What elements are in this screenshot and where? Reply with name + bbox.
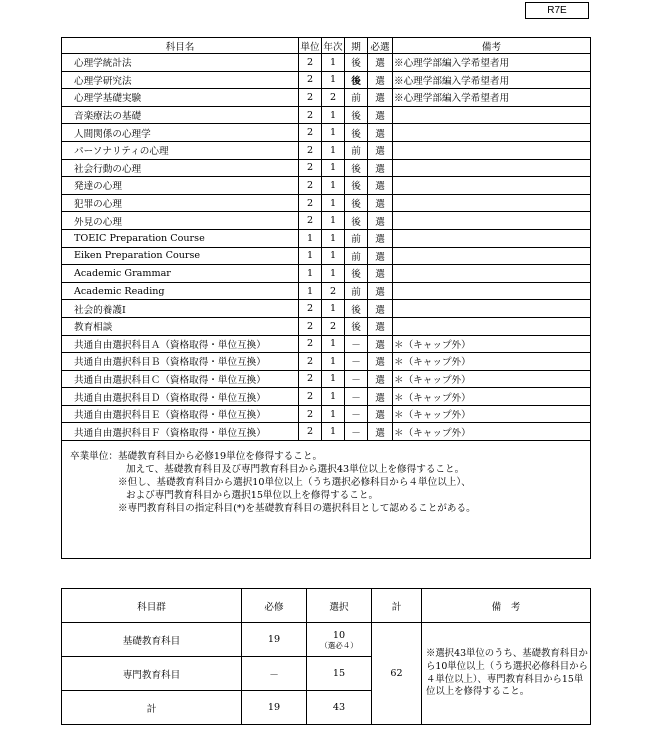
course-name: 犯罪の心理 [62, 194, 299, 212]
course-name: 共通自由選択科目Ｆ（資格取得・単位互換） [62, 423, 299, 441]
note-line: 卒業単位：基礎教育科目から必修19単位を修得すること。 [70, 451, 323, 463]
course-term: － [345, 335, 368, 353]
course-name: 心理学統計法 [62, 54, 299, 72]
course-row [62, 335, 591, 353]
course-row [62, 141, 591, 159]
course-term: 前 [345, 282, 368, 300]
course-year: 1 [322, 353, 345, 371]
course-term: － [345, 370, 368, 388]
summary-header-remarks: 備 考 [422, 589, 591, 623]
course-row [62, 159, 591, 177]
course-row [62, 54, 591, 72]
course-term: 後 [345, 317, 368, 335]
course-name: Eiken Preparation Course [62, 247, 299, 265]
course-row [62, 212, 591, 230]
summary-remark: ※選択43単位のうち、基礎教育科目から10単位以上（うち選択必修科目から４単位以上）、専門教育科目から15単位以上を修得すること。 [422, 623, 591, 725]
course-units: 2 [299, 141, 322, 159]
course-remark [393, 141, 591, 159]
header-term: 期 [345, 38, 368, 54]
course-row [62, 353, 591, 371]
course-year: 1 [322, 423, 345, 441]
course-name: 共通自由選択科目Ｂ（資格取得・単位互換） [62, 353, 299, 371]
course-term: 後 [345, 177, 368, 195]
graduation-notes [62, 441, 591, 559]
course-name: 人間関係の心理学 [62, 124, 299, 142]
course-required-elective: 選 [368, 106, 393, 124]
course-required-elective: 選 [368, 54, 393, 72]
course-units: 2 [299, 388, 322, 406]
course-row [62, 194, 591, 212]
course-remark [393, 317, 591, 335]
credit-summary-table [61, 588, 591, 725]
note-line: 加えて、基礎教育科目及び専門教育科目から選択43単位以上を修得すること。 [126, 464, 465, 476]
course-remark: ＊（キャップ外） [393, 405, 591, 423]
header-required-elective: 必選 [368, 38, 393, 54]
course-units: 1 [299, 247, 322, 265]
course-remark: ＊（キャップ外） [393, 353, 591, 371]
course-row [62, 89, 591, 107]
course-row [62, 282, 591, 300]
course-required-elective: 選 [368, 212, 393, 230]
course-year: 1 [322, 194, 345, 212]
course-required-elective: 選 [368, 388, 393, 406]
course-required-elective: 選 [368, 300, 393, 318]
course-units: 2 [299, 177, 322, 195]
course-units: 2 [299, 300, 322, 318]
course-required-elective: 選 [368, 124, 393, 142]
course-year: 1 [322, 159, 345, 177]
course-required-elective: 選 [368, 194, 393, 212]
course-remark: ※心理学部編入学希望者用 [393, 71, 591, 89]
course-term: － [345, 388, 368, 406]
course-term: 後 [345, 159, 368, 177]
course-remark: ※心理学部編入学希望者用 [393, 54, 591, 72]
note-line: および専門教育科目から選択15単位以上を修得すること。 [126, 490, 379, 502]
course-table [61, 37, 591, 559]
course-row [62, 106, 591, 124]
course-remark [393, 212, 591, 230]
summary-elective [307, 623, 372, 657]
summary-header [62, 589, 591, 623]
summary-header-total: 計 [372, 589, 422, 623]
course-row [62, 247, 591, 265]
course-term: 後 [345, 54, 368, 72]
course-units: 2 [299, 423, 322, 441]
course-name: 心理学基礎実験 [62, 89, 299, 107]
summary-required: － [242, 657, 307, 691]
note-line: ※但し、基礎教育科目から選択10単位以上（うち選択必修科目から４単位以上）、 [118, 477, 471, 489]
course-year: 1 [322, 265, 345, 283]
course-row [62, 405, 591, 423]
course-remark: ＊（キャップ外） [393, 388, 591, 406]
graduation-notes-row [62, 441, 591, 559]
course-remark: ＊（キャップ外） [393, 423, 591, 441]
course-required-elective: 選 [368, 159, 393, 177]
course-units: 2 [299, 317, 322, 335]
course-term: 後 [345, 71, 368, 89]
course-units: 2 [299, 89, 322, 107]
course-required-elective: 選 [368, 247, 393, 265]
course-year: 1 [322, 247, 345, 265]
course-row [62, 300, 591, 318]
course-units: 2 [299, 405, 322, 423]
course-year: 1 [322, 370, 345, 388]
course-required-elective: 選 [368, 335, 393, 353]
course-term: 後 [345, 212, 368, 230]
course-row [62, 423, 591, 441]
course-term: 前 [345, 247, 368, 265]
course-year: 1 [322, 300, 345, 318]
course-name: 社会行動の心理 [62, 159, 299, 177]
course-term: 後 [345, 124, 368, 142]
course-required-elective: 選 [368, 141, 393, 159]
course-term: 前 [345, 141, 368, 159]
course-row [62, 124, 591, 142]
course-term: 前 [345, 89, 368, 107]
document-code: R7E [525, 2, 589, 19]
course-row [62, 317, 591, 335]
course-required-elective: 選 [368, 353, 393, 371]
course-required-elective: 選 [368, 265, 393, 283]
course-units: 2 [299, 212, 322, 230]
course-year: 2 [322, 317, 345, 335]
summary-group: 計 [62, 691, 242, 725]
course-units: 2 [299, 194, 322, 212]
course-remark [393, 229, 591, 247]
summary-required: 19 [242, 623, 307, 657]
course-year: 1 [322, 229, 345, 247]
course-units: 2 [299, 159, 322, 177]
course-name: 共通自由選択科目Ｃ（資格取得・単位互換） [62, 370, 299, 388]
course-year: 1 [322, 71, 345, 89]
course-name: 音楽療法の基礎 [62, 106, 299, 124]
course-units: 2 [299, 54, 322, 72]
course-units: 2 [299, 353, 322, 371]
course-year: 1 [322, 177, 345, 195]
summary-required: 19 [242, 691, 307, 725]
course-year: 2 [322, 89, 345, 107]
course-year: 1 [322, 405, 345, 423]
header-units: 単位 [299, 38, 322, 54]
course-year: 1 [322, 141, 345, 159]
course-units: 2 [299, 370, 322, 388]
course-remark [393, 265, 591, 283]
course-year: 1 [322, 388, 345, 406]
summary-group: 専門教育科目 [62, 657, 242, 691]
course-name: 共通自由選択科目Ｅ（資格取得・単位互換） [62, 405, 299, 423]
course-term: 後 [345, 106, 368, 124]
course-required-elective: 選 [368, 282, 393, 300]
course-remark [393, 247, 591, 265]
course-remark [393, 300, 591, 318]
course-remark [393, 159, 591, 177]
summary-row-basic [62, 623, 591, 657]
course-required-elective: 選 [368, 71, 393, 89]
course-year: 1 [322, 106, 345, 124]
summary-grand-total: 62 [372, 623, 422, 725]
course-name: 社会的養護Ⅰ [62, 300, 299, 318]
course-required-elective: 選 [368, 405, 393, 423]
course-term: 後 [345, 194, 368, 212]
note-line: ※専門教育科目の指定科目(*)を基礎教育科目の選択科目として認めることがある。 [118, 503, 476, 515]
summary-header-elective: 選択 [307, 589, 372, 623]
course-units: 1 [299, 265, 322, 283]
summary-elective: 15 [307, 657, 372, 691]
course-term: － [345, 423, 368, 441]
course-row [62, 370, 591, 388]
summary-elective-sub: （選必４） [320, 640, 358, 650]
course-table-header [62, 38, 591, 54]
course-remark: ＊（キャップ外） [393, 370, 591, 388]
course-required-elective: 選 [368, 317, 393, 335]
course-remark [393, 124, 591, 142]
course-term: － [345, 405, 368, 423]
course-remark: ＊（キャップ外） [393, 335, 591, 353]
course-row [62, 265, 591, 283]
course-row [62, 388, 591, 406]
course-term: 後 [345, 265, 368, 283]
course-term: 後 [345, 300, 368, 318]
course-name: パーソナリティの心理 [62, 141, 299, 159]
course-row [62, 177, 591, 195]
header-year: 年次 [322, 38, 345, 54]
course-name: 教育相談 [62, 317, 299, 335]
course-remark: ※心理学部編入学希望者用 [393, 89, 591, 107]
course-units: 2 [299, 106, 322, 124]
summary-group: 基礎教育科目 [62, 623, 242, 657]
course-units: 2 [299, 335, 322, 353]
course-units: 1 [299, 282, 322, 300]
course-required-elective: 選 [368, 370, 393, 388]
course-remark [393, 194, 591, 212]
course-name: Academic Reading [62, 282, 299, 300]
course-name: 心理学研究法 [62, 71, 299, 89]
course-name: TOEIC Preparation Course [62, 229, 299, 247]
summary-header-group: 科目群 [62, 589, 242, 623]
course-year: 1 [322, 54, 345, 72]
course-name: 共通自由選択科目Ａ（資格取得・単位互換） [62, 335, 299, 353]
course-name: 共通自由選択科目Ｄ（資格取得・単位互換） [62, 388, 299, 406]
course-required-elective: 選 [368, 89, 393, 107]
course-required-elective: 選 [368, 229, 393, 247]
course-units: 2 [299, 124, 322, 142]
summary-elective-value: 10 [332, 629, 346, 641]
course-year: 1 [322, 335, 345, 353]
course-required-elective: 選 [368, 177, 393, 195]
course-required-elective: 選 [368, 423, 393, 441]
course-year: 1 [322, 212, 345, 230]
course-remark [393, 177, 591, 195]
course-term: 前 [345, 229, 368, 247]
course-term: － [345, 353, 368, 371]
course-remark [393, 282, 591, 300]
summary-elective: 43 [307, 691, 372, 725]
course-year: 2 [322, 282, 345, 300]
course-units: 1 [299, 229, 322, 247]
course-remark [393, 106, 591, 124]
header-remarks: 備考 [393, 38, 591, 54]
course-year: 1 [322, 124, 345, 142]
header-course-name: 科目名 [62, 38, 299, 54]
course-name: Academic Grammar [62, 265, 299, 283]
course-row [62, 71, 591, 89]
summary-header-required: 必修 [242, 589, 307, 623]
course-name: 外見の心理 [62, 212, 299, 230]
course-units: 2 [299, 71, 322, 89]
course-row [62, 229, 591, 247]
course-name: 発達の心理 [62, 177, 299, 195]
